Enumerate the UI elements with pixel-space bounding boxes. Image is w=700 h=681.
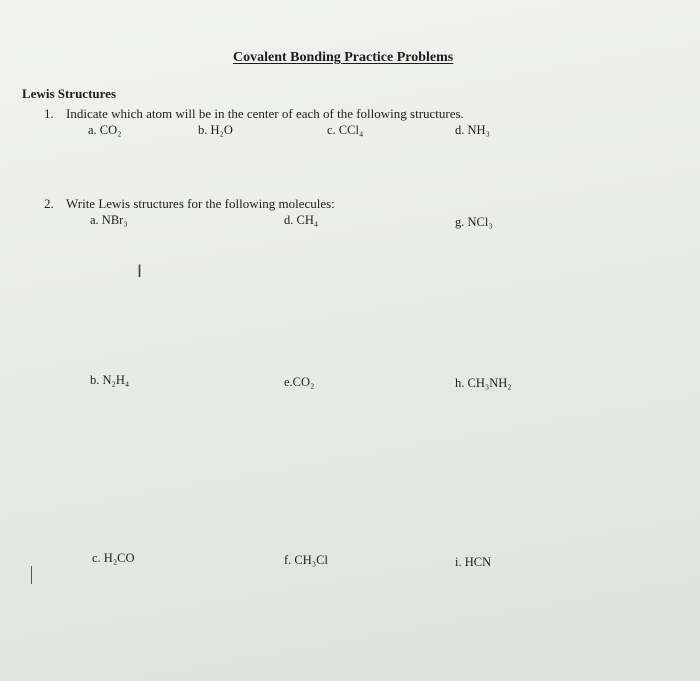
q2-item-c: c. H₂CO <box>92 551 135 565</box>
section-heading: Lewis Structures <box>22 86 117 101</box>
q2-item-a: a. NBr₃ <box>90 213 128 227</box>
question-2-text: Write Lewis structures for the following molecules: <box>66 196 335 211</box>
q2-item-d: d. CH₄ <box>284 213 319 227</box>
question-1-text: Indicate which atom will be in the center of each of the following structures. <box>66 106 464 121</box>
q1-item-c: c. CCl₄ <box>327 123 364 137</box>
q2-item-f: f. CH₃Cl <box>284 553 328 567</box>
q2-item-i: i. HCN <box>455 555 492 569</box>
q1-item-a: a. CO₂ <box>88 123 122 137</box>
question-1-number: 1. <box>44 106 54 121</box>
text-cursor-icon: I <box>137 262 143 282</box>
q2-item-e: e.CO₂ <box>284 375 315 389</box>
q2-item-g: g. NCl₃ <box>455 215 493 229</box>
page-title: Covalent Bonding Practice Problems <box>233 50 454 65</box>
q2-item-h: h. CH₃NH₂ <box>455 376 512 390</box>
margin-mark <box>31 566 32 584</box>
q1-item-b: b. H₂O <box>198 123 233 137</box>
q1-item-d: d. NH₃ <box>455 123 490 137</box>
q2-item-b: b. N₂H₄ <box>90 373 130 387</box>
question-2-number: 2. <box>44 196 54 211</box>
